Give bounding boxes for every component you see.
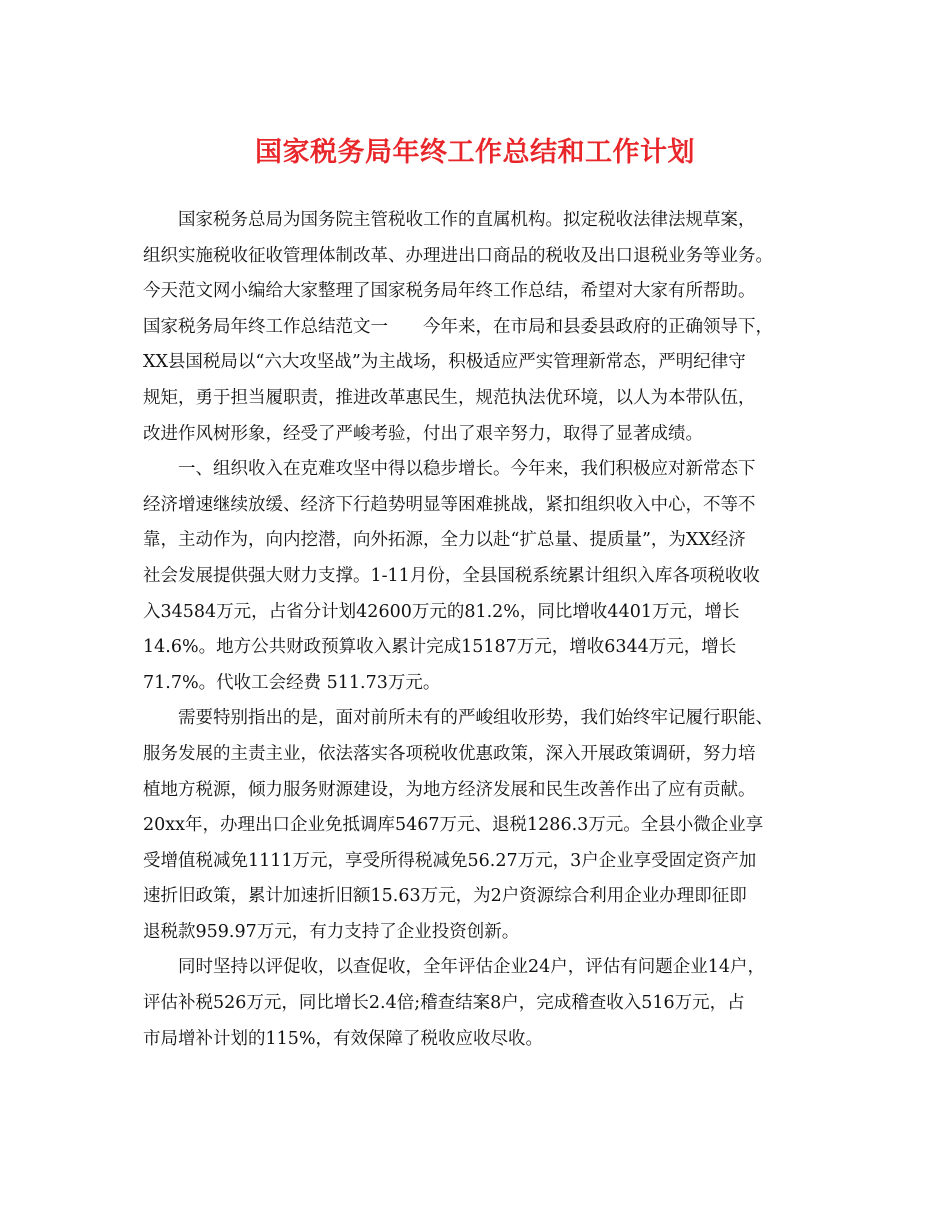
text-line: 植地方税源，倾力服务财源建设，为地方经济发展和民生改善作出了应有贡献。 [143, 779, 756, 800]
text-line: 经济增速继续放缓、经济下行趋势明显等困难挑战，紧扣组织收入中心，不等不 [143, 494, 756, 515]
text-line: 受增值税减免1111万元，享受所得税减免56.27万元，3户企业享受固定资产加 [143, 850, 757, 871]
text-line: 改进作风树形象，经受了严峻考验，付出了艰辛努力，取得了显著成绩。 [143, 423, 703, 444]
text-line: 市局增补计划的115%，有效保障了税收应收尽收。 [143, 1028, 544, 1049]
text-line: 20xx年，办理出口企业免抵调库5467万元、退税1286.3万元。全县小微企业享 [143, 815, 764, 836]
text-line: 今天范文网小编给大家整理了国家税务局年终工作总结，希望对大家有所帮助。 [143, 281, 756, 302]
text-line: 同时坚持以评促收，以查促收，全年评估企业24户，评估有问题企业14户， [178, 957, 766, 978]
text-line: 71.7%。代收工会经费 511.73万元。 [143, 672, 441, 693]
text-line: 退税款959.97万元，有力支持了企业投资创新。 [143, 921, 520, 942]
text-line: 评估补税526万元，同比增长2.4倍;稽查结案8户，完成稽查收入516万元，占 [143, 993, 745, 1014]
text-line: 入34584万元，占省分计划42600万元的81.2%，同比增收4401万元，增长 [143, 601, 740, 622]
text-line: 14.6%。地方公共财政预算收入累计完成15187万元，增收6344万元，增长 [143, 637, 737, 658]
text-line: 需要特别指出的是，面对前所未有的严峻组收形势，我们始终牢记履行职能、 [178, 708, 773, 729]
text-line: 国家税务总局为国务院主管税收工作的直属机构。拟定税收法律法规草案， [178, 210, 756, 230]
text-line: 社会发展提供强大财力支撑。1-11月份，全县国税系统累计组织入库各项税收收 [143, 565, 760, 586]
text-line: 靠，主动作为，向内挖潜，向外拓源，全力以赴“扩总量、提质量”，为XX经济 [143, 530, 746, 551]
text-line: 规矩，勇于担当履职责，推进改革惠民生，规范执法优环境，以人为本带队伍， [143, 387, 756, 408]
document-title: 国家税务局年终工作总结和工作计划 [255, 137, 695, 168]
text-line: 服务发展的主责主业，依法落实各项税收优惠政策，深入开展政策调研，努力培 [143, 743, 756, 764]
text-line: 速折旧政策，累计加速折旧额15.63万元，为2户资源综合利用企业办理即征即 [143, 886, 747, 907]
text-line: 国家税务局年终工作总结范文一 今年来，在市局和县委县政府的正确领导下， [143, 316, 773, 337]
text-line: 组织实施税收征收管理体制改革、办理进出口商品的税收及出口退税业务等业务。 [143, 245, 773, 266]
text-line: XX县国税局以“六大攻坚战”为主战场，积极适应严实管理新常态，严明纪律守 [143, 352, 746, 373]
text-line: 一、组织收入在克难攻坚中得以稳步增长。今年来，我们积极应对新常态下 [178, 459, 756, 480]
document-body [143, 203, 808, 1057]
